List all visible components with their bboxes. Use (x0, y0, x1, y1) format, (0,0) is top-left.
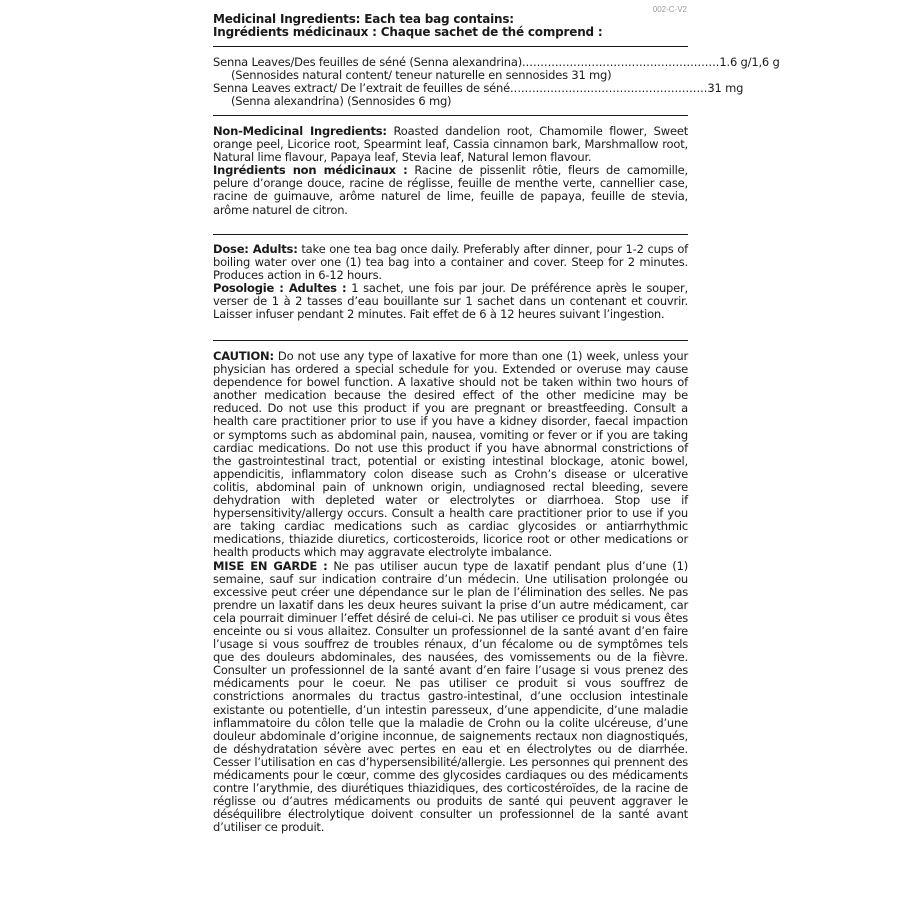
medicinal-ingredients-list (213, 55, 780, 109)
divider (213, 115, 688, 116)
header-english: Medicinal Ingredients: Each tea bag contains: (213, 12, 514, 26)
ingredient-amount: 31 mg (707, 81, 744, 96)
section-text: Roasted dandelion root, Chamomile flower, Sweet orange peel, Licorice root, Spearmint leaf, Cassia cinnamon bark, Marshmallow root, Natural lime flavour, Papaya leaf, Stevia leaf, Natural lemon flavour. (213, 124, 689, 165)
divider (213, 234, 688, 235)
caution-section (213, 350, 688, 834)
ingredient-note: (Sennosides natural content/ teneur naturelle en sennosides 31 mg) (231, 68, 612, 83)
section-text: take one tea bag once daily. Preferably after dinner, pour 1-2 cups of boiling water over one (1) tea bag into a container and cover. Steep for 2 minutes. Produces action in 6-12 hours. (213, 242, 689, 283)
ingredient-name: Senna Leaves extract/ De l’extrait de feuilles de séné (213, 81, 511, 96)
label-code: 002-C-V2 (652, 5, 687, 14)
ingredient-amount: 1.6 g/1,6 g (719, 55, 780, 69)
header-french: Ingrédients médicinaux : Chaque sachet de thé comprend : (213, 25, 603, 39)
dose-english (213, 243, 688, 282)
non-medicinal-english (213, 125, 688, 164)
section-text: Ne pas utiliser aucun type de laxatif pendant plus d’une (1) semaine, sauf sur indication contraire d’un médecin. Une utilisation prolongée ou excessive peut créer une dépendance sur le plan de l’élimination des selles. Ne pas prendre un laxatif dans les deux heures suivant la prise d’un autre médicament, car cela pourrait diminuer l’effet désiré de celui-ci. Ne pas utiliser ce produit si vous êtes enceinte ou si vous allaitez. Consulter un professionnel de la santé avant d’en faire l’usage si vous souffrez de troubles rénaux, d’un fécalome ou de symptômes tels que des douleurs abdominales, des nausées, des vomissements ou de la fièvre. Consulter un professionnel de la santé avant d’en faire l’usage si vous prenez des médicaments pour le coeur. Ne pas utiliser ce produit si vous souffrez de constrictions anormales du tractus gastro-intestinal, d’une occlusion intestinale existante ou potentielle, d’un intestin paresseux, d’une appendicite, d’une maladie inflammatoire du côlon telle que la maladie de Crohn ou la colite ulcéreuse, d’une douleur abdominale d’origine inconnue, de saignements rectaux non diagnostiqués, de déshydratation sévère avec pertes en eau et en électrolytes ou de diarrhée. Cesser l’utilisation en cas d’hypersensibilité/allergie. Les personnes qui prennent des médicaments pour le cœur, comme des glycosides cardiaques ou des médicaments contre l’arythmie, des diurétiques thiazidiques, des corticostéroïdes, de la racine de réglisse ou d’autres médicaments ou produits de santé qui peuvent aggraver le déséquilibre électrolytique doivent consulter un professionnel de la santé avant d’utiliser ce produit. (213, 558, 688, 835)
dot-leader: ...................................................... (510, 81, 708, 96)
section-label: Non-Medicinal Ingredients: (213, 124, 387, 138)
non-medicinal-ingredients (213, 125, 688, 217)
ingredient-note: (Senna alexandrina) (Sennosides 6 mg) (231, 94, 452, 109)
section-label: Dose: Adults: (213, 242, 298, 256)
dose-french (213, 282, 688, 321)
section-text: Racine de pissenlit rôtie, fleurs de camomille, pelure d’orange douce, racine de réglisse, feuille de menthe verte, cannellier case, racine de guimauve, arôme naturel de lime, feuille de papaya, feuille de stevia, arôme naturel de citron. (213, 163, 688, 217)
section-label: CAUTION: (213, 349, 274, 363)
divider (213, 46, 688, 47)
caution-english (213, 350, 688, 560)
section-label: MISE EN GARDE : (213, 558, 328, 573)
caution-french (213, 560, 688, 835)
section-text: 1 sachet, une fois par jour. De préférence après le souper, verser de 1 à 2 tasses d’eau bouillante sur 1 sachet dans un contenant et couvrir. Laisser infuser pendant 2 minutes. Fait effet de 6 à 12 heures suivant l’ingestion. (213, 281, 688, 322)
medicinal-ingredients-header (213, 13, 688, 39)
dot-leader: ...................................................... (522, 55, 720, 69)
section-label: Posologie : Adultes : (213, 281, 347, 296)
section-text: Do not use any type of laxative for more than one (1) week, unless your physician has ordered a special schedule for you. Extended or overuse may cause dependence for bowel function. A laxative should not be taken within two hours of another medication because the desired effect of the other medicine may be reduced. Do not use this product if you are pregnant or breastfeeding. Consult a health care practitioner prior to use if you have a kidney disorder, faecal impaction or symptoms such as abdominal pain, nausea, vomiting or fever or if you are taking cardiac medications. Do not use this product if you have abnormal constrictions of the gastrointestinal tract, potential or existing intestinal blockage, atonic bowel, appendicitis, inflammatory colon disease such as Crohn’s disease or ulcerative colitis, abdominal pain of unknown origin, undiagnosed rectal bleeding, severe dehydration with depleted water or electrolytes or diarrhoea. Stop use if hypersensitivity/allergy occurs. Consult a health care practitioner prior to use if you are taking cardiac medications such as cardiac glycosides or antiarrhythmic medications, thiazide diuretics, corticosteroids, licorice root or other medications or health products which may aggravate electrolyte imbalance. (213, 349, 688, 560)
non-medicinal-french (213, 164, 688, 216)
dose-section (213, 243, 688, 322)
divider (213, 340, 688, 341)
section-label: Ingrédients non médicinaux : (213, 163, 408, 178)
ingredient-name: Senna Leaves/Des feuilles de séné (Senna alexandrina) (213, 55, 522, 69)
